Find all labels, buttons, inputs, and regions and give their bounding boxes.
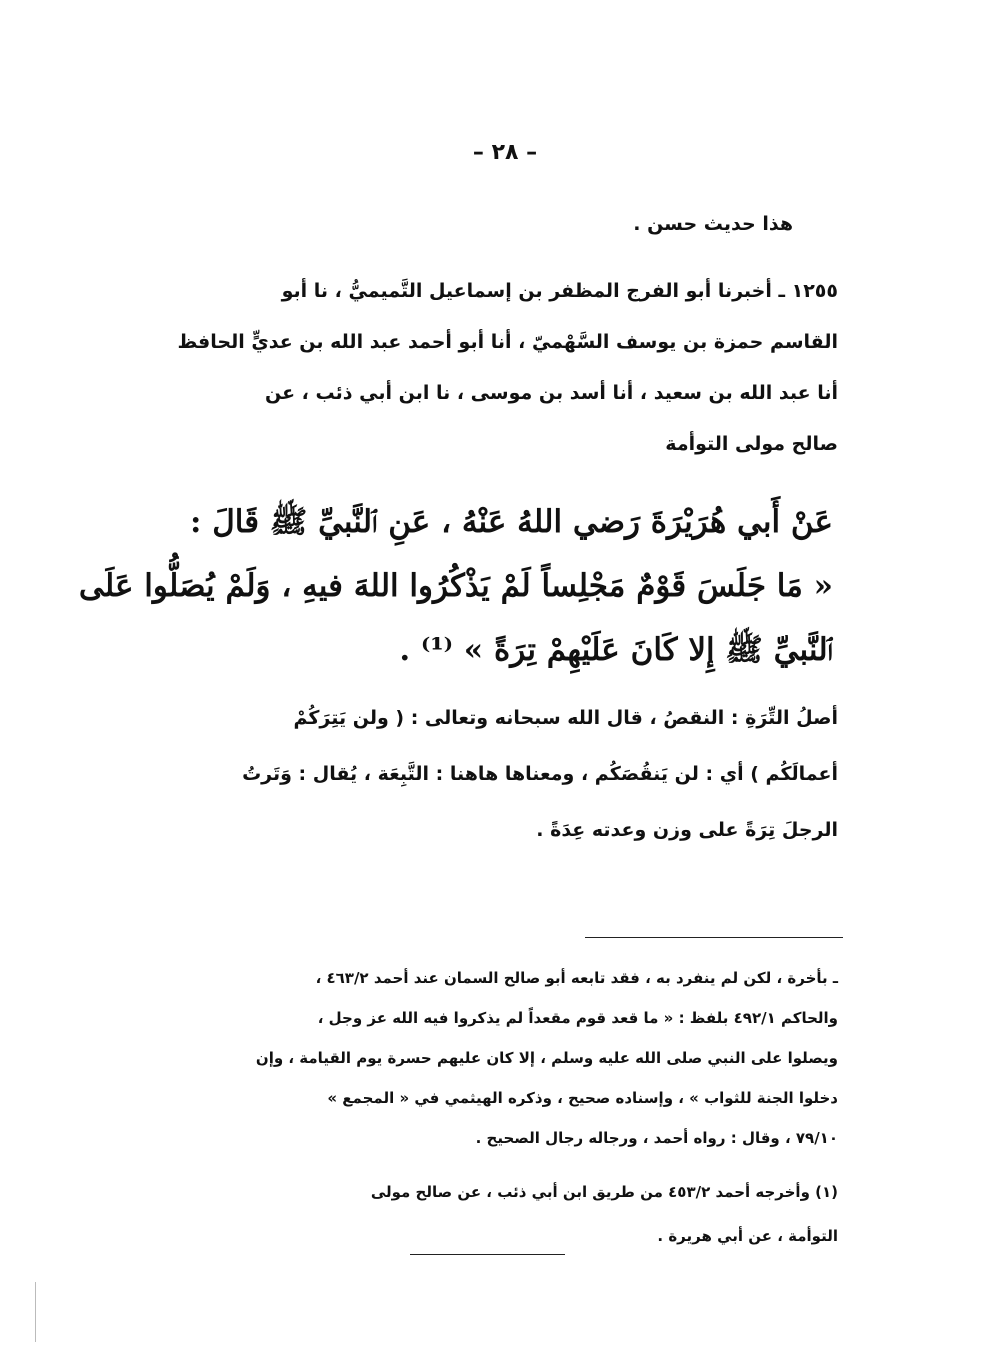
- footnote-separator: [585, 937, 843, 938]
- hadith-text: [78, 490, 833, 682]
- hadith-line: عَنْ أَبي هُرَيْرَةَ رَضي اللهُ عَنْهُ ، عَنِ ٱلنَّبيِّ ﷺ قَالَ :: [190, 504, 833, 540]
- footnote-line: ـ بأخرة ، لكن لم ينفرد به ، فقد تابعه أبو صالح السمان عند أحمد ٤٦٣/٢ ،: [315, 969, 838, 987]
- isnad-line: ١٢٥٥ ـ أخبرنا أبو الفرج المظفر بن إسماعيل التَّميميُّ ، نا أبو: [281, 280, 838, 302]
- isnad-line: أنا عبد الله بن سعيد ، أنا أسد بن موسى ، نا ابن أبي ذئب ، عن: [264, 382, 838, 404]
- page-number: – ٢٨ –: [472, 140, 538, 165]
- footnote-line: ٧٩/١٠ ، وقال : رواه أحمد ، ورجاله رجال الصحيح .: [475, 1129, 838, 1147]
- footnote-line: التوأمة ، عن أبي هريرة .: [657, 1227, 838, 1245]
- commentary-paragraph: [158, 690, 838, 858]
- footnote-1: [158, 1170, 838, 1258]
- intro-line: [193, 208, 793, 240]
- hadith-line: « مَا جَلَسَ قَوْمٌ مَجْلِساً لَمْ يَذْكُرُوا اللهَ فيهِ ، وَلَمْ يُصَلُّوا عَلَى: [78, 568, 833, 604]
- bottom-rule: [410, 1254, 565, 1255]
- footnote-line: دخلوا الجنة للثواب » ، وإسناده صحيح ، وذكره الهيثمي في « المجمع »: [327, 1089, 838, 1107]
- hadith-line: ٱلنَّبيِّ ﷺ إِلا كَانَ عَلَيْهِمْ تِرَةً » ⁽¹⁾ .: [399, 632, 833, 668]
- footnote-line: والحاكم ٤٩٢/١ بلفظ : « ما قعد قوم مقعداً لم يذكروا فيه الله عز وجل ،: [317, 1009, 838, 1027]
- commentary-line: أصلُ التِّرَةِ : النقصُ ، قال الله سبحانه وتعالى : ( ولن يَتِرَكُمْ: [293, 707, 838, 729]
- footnote-line: (١) وأخرجه أحمد ٤٥٣/٢ من طريق ابن أبي ذئب ، عن صالح مولى: [370, 1183, 838, 1201]
- footnote-line: ويصلوا على النبي صلى الله عليه وسلم ، إلا كان عليهم حسرة يوم القيامة ، وإن: [255, 1049, 838, 1067]
- isnad-line: القاسم حمزة بن يوسف السَّهْميّ ، أنا أبو أحمد عبد الله بن عديٍّ الحافظ: [177, 331, 838, 353]
- commentary-line: أعمالَكُم ) أي : لن يَنقُصَكُم ، ومعناها هاهنا : التَّبِعَة ، يُقال : وَتَرتُ: [242, 763, 838, 785]
- isnad-line: صالح مولى التوأمة: [665, 433, 838, 455]
- left-margin-mark: [35, 1282, 36, 1342]
- footnote-continuation: [158, 958, 838, 1158]
- intro-text: هذا حديث حسن .: [633, 213, 793, 235]
- isnad-paragraph: [158, 266, 838, 470]
- commentary-line: الرجلَ تِرَةً على وزن وعدته عِدَةً .: [536, 819, 838, 841]
